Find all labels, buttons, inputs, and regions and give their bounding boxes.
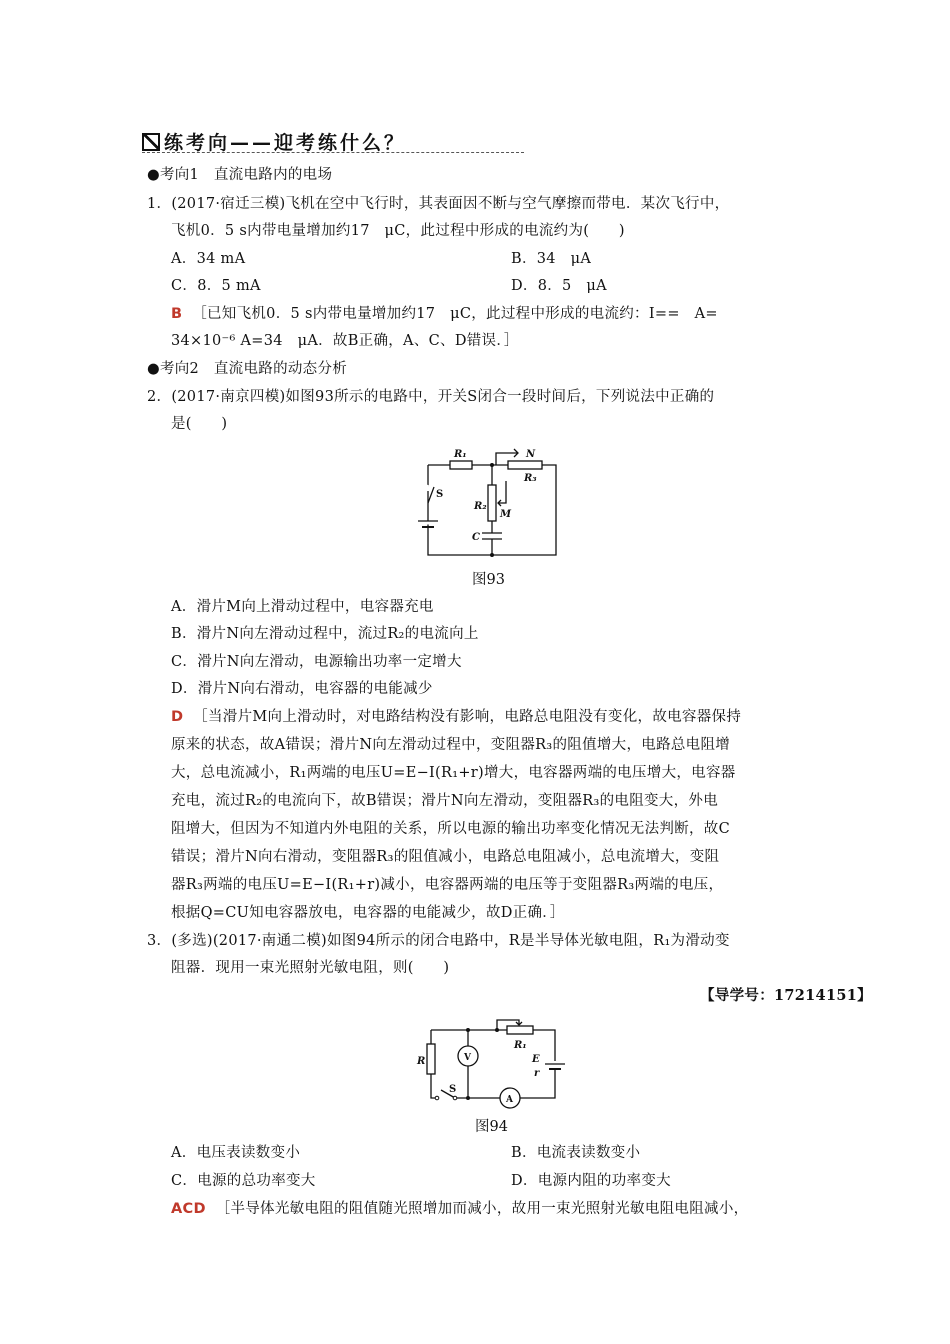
q2-explanation-line1 [171, 707, 741, 727]
label-n: N [526, 449, 536, 460]
q2-answer: D [171, 709, 184, 725]
figure-94-caption: 图94 [475, 1119, 508, 1135]
q3-stem-line1: 3．(多选)(2017·南通二模)如图94所示的闭合电路中，R是半导体光敏电阻，R₁为滑动变 [147, 933, 730, 949]
q1-stem-line1: 1．(2017·宿迁三模)飞机在空中飞行时，其表面因不断与空气摩擦而带电．某次飞行中， [147, 196, 730, 212]
q2-option-b: B．滑片N向左滑动过程中，流过R₂的电流向上 [171, 626, 479, 642]
q2-explanation-line5: 阻增大，但因为不知道内外电阻的关系，所以电源的输出功率变化情况无法判断，故C [171, 821, 730, 837]
q1-option-c: C．8．5 mA [171, 278, 261, 294]
header-title: 练考向——迎考练什么？ [164, 132, 407, 154]
label-s: S [449, 1084, 457, 1095]
label-r: R [417, 1056, 426, 1067]
label-r3: R₃ [524, 473, 537, 484]
label-a: A [506, 1095, 513, 1105]
switch-contact-left [435, 1096, 439, 1100]
label-e: E [532, 1054, 540, 1065]
q3-option-a: A．电压表读数变小 [171, 1145, 301, 1161]
q1-answer: B [171, 306, 183, 322]
q2-option-a: A．滑片M向上滑动过程中，电容器充电 [171, 599, 434, 615]
label-r1: R₁ [454, 449, 467, 460]
label-r1: R₁ [514, 1040, 527, 1051]
header-rule [142, 152, 524, 153]
circuit-figure-93 [410, 445, 570, 561]
q1-explanation-line1 [171, 304, 718, 324]
q2-stem-line2: 是( ) [171, 416, 228, 432]
q1-stem-line2: 飞机0．5 s内带电量增加约17 μC，此过程中形成的电流约为( ) [171, 223, 625, 239]
q2-explanation-line7: 器R₃两端的电压U=E−I(R₁+r)减小，电容器两端的电压等于变阻器R₃两端的电压， [171, 877, 724, 893]
q1-explanation-line2: 34×10⁻⁶ A=34 μA．故B正确，A、C、D错误．］ [171, 333, 519, 349]
label-c: C [472, 532, 480, 543]
label-m: M [500, 509, 512, 520]
junction-dot-top [466, 1028, 470, 1032]
switch-contact-right [453, 1096, 457, 1100]
q2-option-d: D．滑片N向右滑动，电容器的电能减少 [171, 681, 433, 697]
q3-option-b: B．电流表读数变小 [511, 1145, 641, 1161]
junction-dot-slider [495, 1028, 499, 1032]
label-v: V [464, 1053, 471, 1063]
section-2-heading: ●考向2 直流电路的动态分析 [147, 361, 348, 377]
junction-dot-top [490, 463, 494, 467]
header-icon [142, 133, 160, 151]
q2-stem-line1: 2．(2017·南京四模)如图93所示的电路中，开关S闭合一段时间后，下列说法中正确的 [147, 389, 715, 405]
figure-93-caption: 图93 [472, 572, 505, 588]
q3-exp-text1: ［半导体光敏电阻的阻值随光照增加而减小，故用一束光照射光敏电阻电阻减小， [215, 1201, 749, 1217]
q1-exp-text1: ［已知飞机0．5 s内带电量增加约17 μC，此过程中形成的电流约：I== A= [192, 306, 718, 322]
q3-answer: ACD [171, 1201, 206, 1217]
q2-exp-text1: ［当滑片M向上滑动时，对电路结构没有影响，电路总电阻没有变化，故电容器保持 [193, 709, 742, 725]
q1-option-d: D．8．5 μA [511, 278, 607, 294]
q3-stem-line2: 阻器．现用一束光照射光敏电阻，则( ) [171, 960, 450, 976]
junction-dot-bottom [490, 553, 494, 557]
label-r2: R₂ [474, 501, 487, 512]
q1-option-b: B．34 μA [511, 251, 592, 267]
q2-explanation-line4: 充电，流过R₂的电流向下，故B错误；滑片N向左滑动，变阻器R₃的电阻变大，外电 [171, 793, 718, 809]
circuit-figure-94 [415, 1016, 575, 1110]
section-1-heading: ●考向1 直流电路内的电场 [147, 167, 333, 183]
label-r-internal: r [534, 1068, 540, 1079]
section-header [142, 128, 406, 155]
junction-dot-bottom [466, 1096, 470, 1100]
label-s: S [436, 489, 444, 500]
q3-option-d: D．电源内阻的功率变大 [511, 1173, 671, 1189]
q1-option-a: A．34 mA [171, 251, 246, 267]
q2-explanation-line8: 根据Q=CU知电容器放电，电容器的电能减少，故D正确．］ [171, 905, 565, 921]
q3-explanation-line1 [171, 1199, 748, 1219]
q2-option-c: C．滑片N向左滑动，电源输出功率一定增大 [171, 654, 462, 670]
q2-explanation-line6: 错误；滑片N向右滑动，变阻器R₃的阻值减小，电路总电阻减小，总电流增大，变阻 [171, 849, 720, 865]
q2-explanation-line3: 大，总电流减小，R₁两端的电压U=E−I(R₁+r)增大，电容器两端的电压增大，电容器 [171, 765, 736, 781]
q3-option-c: C．电源的总功率变大 [171, 1173, 316, 1189]
guide-number: 【导学号：17214151】 [700, 987, 872, 1004]
q2-explanation-line2: 原来的状态，故A错误；滑片N向左滑动过程中，变阻器R₃的阻值增大，电路总电阻增 [171, 737, 731, 753]
